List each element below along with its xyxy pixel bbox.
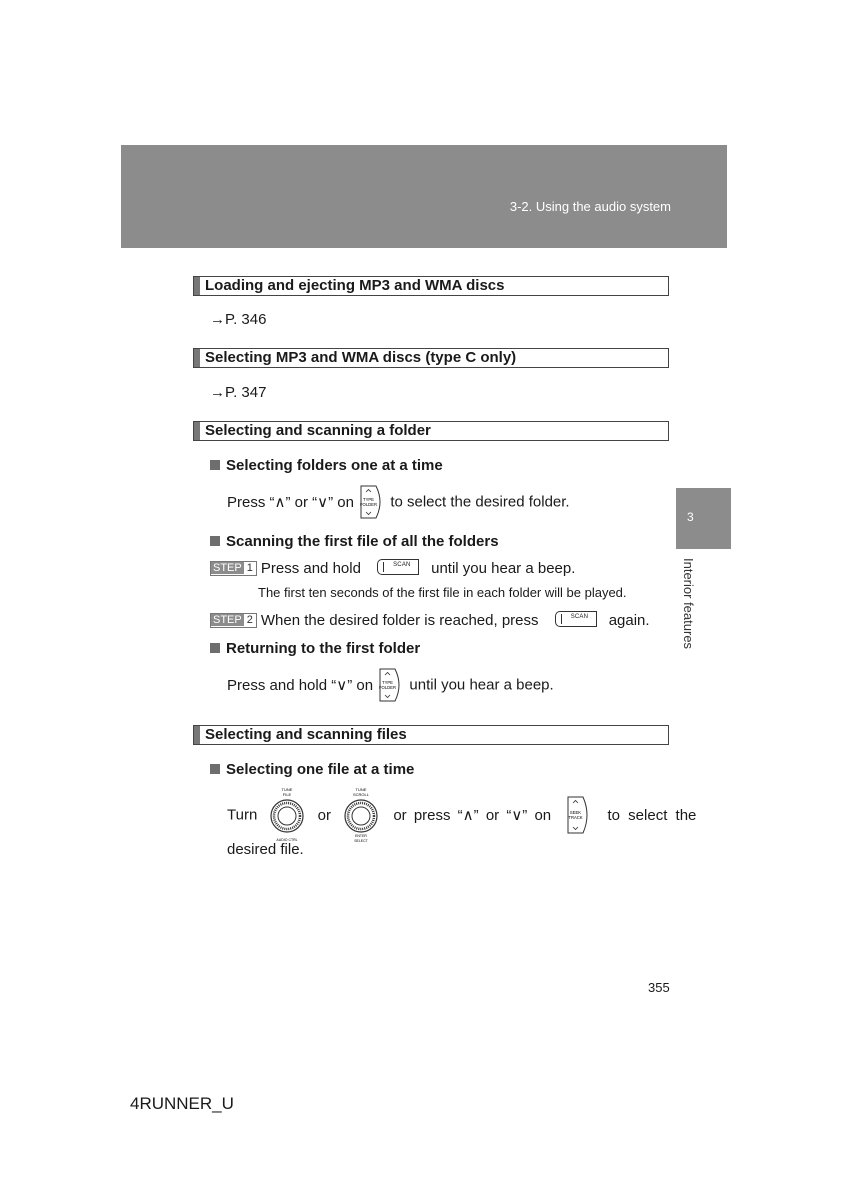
square-bullet-icon (210, 643, 220, 653)
square-bullet-icon (210, 764, 220, 774)
track-label: TRACK (568, 815, 583, 820)
chapter-title: Interior features (681, 558, 696, 650)
tune-file-knob-icon (267, 785, 307, 845)
tune-scroll-knob-icon (341, 785, 381, 845)
step-2: STEP 2 When the desired folder is reached, press SCAN again. (210, 611, 650, 629)
knob-label: AUDIO CTRL (276, 838, 299, 842)
chapter-tab[interactable] (676, 488, 731, 549)
square-bullet-icon (210, 536, 220, 546)
chapter-number: 3 (687, 510, 694, 524)
scan-button-icon: SCAN (377, 559, 419, 575)
section-heading-folder: Selecting and scanning a folder (193, 421, 669, 441)
subheading-scanning-first-file: Scanning the first file of all the folders (210, 533, 499, 550)
step-badge: STEP 2 (210, 613, 257, 628)
type-folder-button-icon (377, 668, 405, 702)
seek-track-button-icon (565, 796, 593, 834)
knob-label: SCROLL (353, 792, 370, 797)
section-label: 3-2. Using the audio system (509, 199, 671, 214)
knob-label: SELECT (354, 839, 368, 843)
subheading-one-file-at-a-time: Selecting one file at a time (210, 761, 414, 778)
folder-label: FOLDER (360, 502, 378, 507)
instruction-select-file: Turn TUNE FILE AUDIO CTRL or TUNE SCROLL ENTER SELECT or press “∧” or “∨” on SEEK TRACK to select the (227, 787, 697, 843)
section-heading-loading: Loading and ejecting MP3 and WMA discs (193, 276, 669, 296)
instruction-select-folder: Press “∧” or “∨” on TYPE FOLDER to select the desired folder. (227, 485, 570, 519)
subheading-returning-first-folder: Returning to the first folder (210, 640, 420, 657)
footer-model: 4RUNNER_U (130, 1094, 234, 1113)
type-label: TYPE (382, 680, 394, 685)
section-heading-files: Selecting and scanning files (193, 725, 669, 745)
type-folder-button-icon (358, 485, 386, 519)
subheading-folders-one-at-a-time: Selecting folders one at a time (210, 457, 443, 474)
header-band (121, 145, 727, 248)
square-bullet-icon (210, 460, 220, 470)
page-reference[interactable]: →P. 347 (210, 384, 267, 401)
type-label: TYPE (363, 497, 375, 502)
knob-label: TUNE (355, 787, 367, 792)
knob-label: ENTER (355, 834, 368, 838)
scan-button-icon: SCAN (555, 611, 597, 627)
section-heading-selecting-discs: Selecting MP3 and WMA discs (type C only) (193, 348, 669, 368)
step-badge: STEP 1 (210, 561, 257, 576)
knob-label: TUNE (282, 787, 293, 792)
page-reference[interactable]: →P. 346 (210, 311, 267, 328)
step-1: STEP 1 Press and hold SCAN until you hear a beep. (210, 559, 575, 577)
knob-label: FILE (283, 792, 292, 797)
instruction-return-first-folder: Press and hold “∨” on TYPE FOLDER until you hear a beep. (227, 668, 554, 702)
page-number: 355 (648, 980, 670, 995)
instruction-desired-file: desired file. (227, 841, 304, 858)
seek-label: SEEK (570, 810, 582, 815)
folder-label: FOLDER (379, 685, 397, 690)
step-1-note: The first ten seconds of the first file in each folder will be played. (258, 585, 627, 600)
